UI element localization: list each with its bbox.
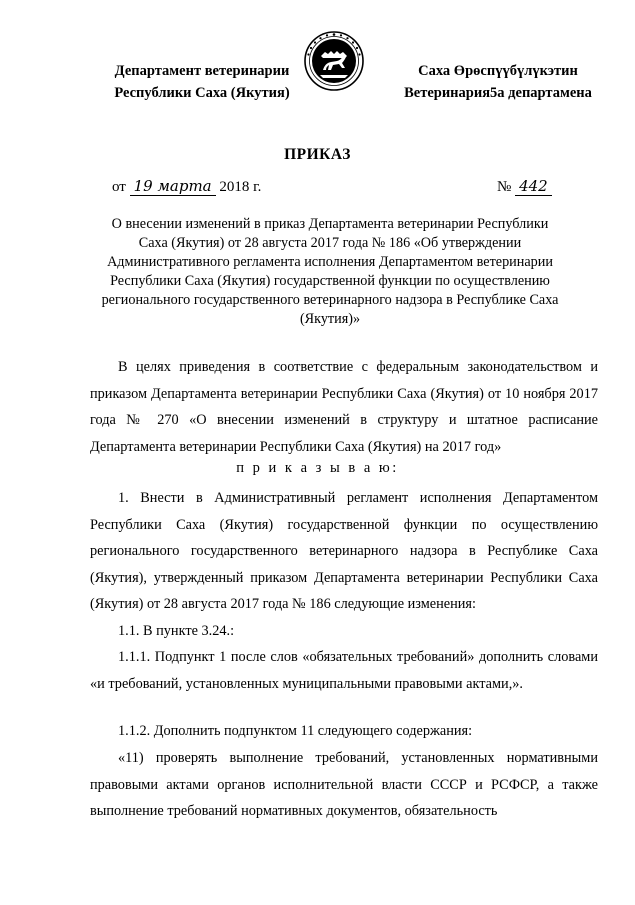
item-1-1-1-paragraph: 1.1.1. Подпункт 1 после слов «обязательных требований» дополнить словами «и требований, установленных муниципальными правовыми актами,». <box>90 649 598 692</box>
item-1-1-2-paragraph: 1.1.2. Дополнить подпунктом 11 следующего содержания: <box>118 723 473 739</box>
preamble-paragraph: В целях приведения в соответствие с федеральным законодательством и приказом Департамента ветеринарии Республики Саха (Якутия) от 10 ноября 2017 года № 270 «О внесении изменений в структуру и штатное расписание Департамента ветеринарии Республики Саха (Якутия) на 2017 год» <box>90 359 598 455</box>
header-department-sakha <box>388 60 608 104</box>
header-right-line2: Ветеринария5а департамена <box>404 85 592 101</box>
order-date <box>112 178 261 196</box>
order-subject: О внесении изменений в приказ Департамента ветеринарии Республики Саха (Якутия) от 28 августа 2017 года № 186 «Об утверждении Административного регламента исполнения Департаментом ветеринарии Республики Саха (Якутия) государственной функции по осуществлению регионального государственного ветеринарного надзора в Республике Саха (Якутия)» <box>101 216 559 327</box>
coat-of-arms-icon <box>303 30 365 92</box>
number-prefix: № <box>497 179 512 195</box>
item-1-paragraph: 1. Внести в Административный регламент исполнения Департаментом Республики Саха (Якутия) государственной функции по осуществлению регионального государственного ветеринарного надзора в Республике Саха (Якутия), утвержденный приказом Департамента ветеринарии Республики Саха (Якутия) от 28 августа 2017 года № 186 следующие изменения: <box>90 490 598 613</box>
document-title: ПРИКАЗ <box>284 146 351 163</box>
header-right-line1: Саха Өрөспүүбүлүкэтин <box>418 63 578 79</box>
header-left-line1: Департамент ветеринарии <box>114 63 290 79</box>
date-prefix: от <box>112 179 126 195</box>
item-1-1-paragraph: 1.1. В пункте 3.24.: <box>118 623 235 639</box>
handwritten-number: 442 <box>515 178 552 196</box>
order-number <box>497 178 552 196</box>
handwritten-date: 19 марта <box>130 178 216 196</box>
item-11-paragraph: «11) проверять выполнение требований, установленных нормативными правовыми актами органов исполнительной власти СССР и РСФСР, а также выполнение требований нормативных документов, обязательность <box>90 750 598 820</box>
header-department-ru <box>92 60 312 104</box>
order-word: п р и к а з ы в а ю: <box>236 460 399 476</box>
header-left-line2: Республики Саха (Якутия) <box>114 85 290 101</box>
date-year: 2018 г. <box>219 179 262 195</box>
